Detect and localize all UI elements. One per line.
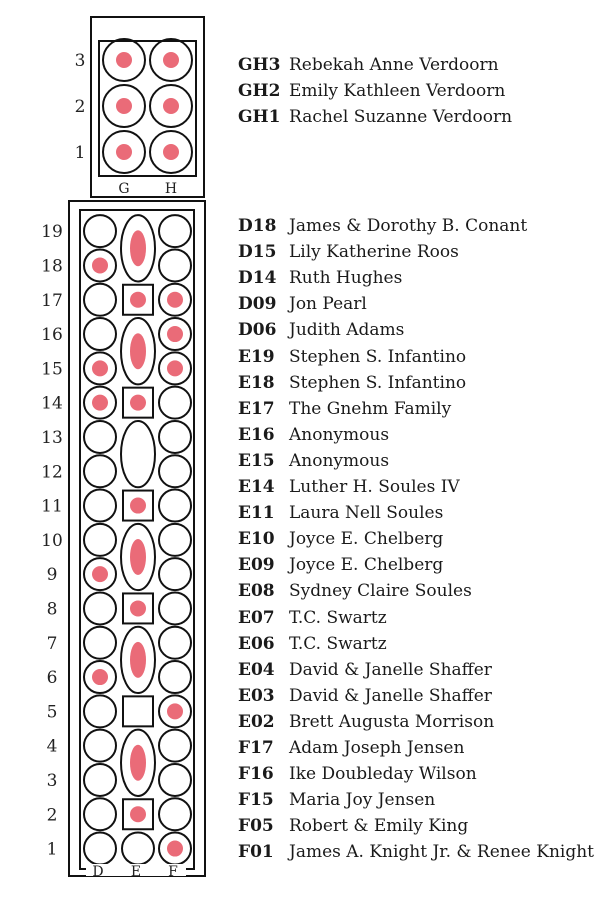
- row-label-top-1: 1: [74, 143, 86, 163]
- row-label-7: 7: [46, 633, 58, 654]
- owner-name: James A. Knight Jr. & Renee Knight: [289, 842, 594, 863]
- owner-name: Joyce E. Chelberg: [289, 529, 444, 550]
- plot-E1[interactable]: [122, 833, 154, 865]
- plot-D8[interactable]: [84, 592, 116, 624]
- list-item[interactable]: [238, 842, 594, 862]
- marker-E18-E19: [130, 230, 146, 266]
- owner-name: Ruth Hughes: [289, 268, 403, 289]
- plot-D19[interactable]: [84, 215, 116, 247]
- row-label-18: 18: [41, 256, 63, 277]
- plot-D17[interactable]: [84, 284, 116, 316]
- plot-code: GH3: [238, 55, 281, 75]
- list-item[interactable]: [238, 790, 435, 810]
- plot-code: E03: [238, 685, 275, 706]
- owner-name: Brett Augusta Morrison: [289, 711, 495, 732]
- plot-code: F05: [238, 816, 274, 837]
- plot-F13[interactable]: [159, 421, 191, 453]
- main-plots: [84, 215, 191, 864]
- plot-code: GH2: [238, 81, 281, 101]
- list-item[interactable]: [238, 425, 389, 445]
- main-block: [41, 201, 205, 880]
- owner-name: Laura Nell Soules: [289, 503, 444, 524]
- plot-D2[interactable]: [84, 798, 116, 830]
- marker-H1: [163, 144, 179, 160]
- list-item[interactable]: [238, 660, 492, 680]
- top-markers: [116, 52, 179, 160]
- plot-D7[interactable]: [84, 627, 116, 659]
- plot-code: E11: [238, 503, 275, 524]
- list-item[interactable]: [238, 816, 468, 836]
- list-item[interactable]: [238, 686, 492, 706]
- row-label-top-2: 2: [74, 97, 86, 117]
- owner-name: T.C. Swartz: [289, 633, 387, 654]
- plot-code: F16: [238, 764, 274, 785]
- list-item[interactable]: [238, 555, 443, 575]
- marker-F17: [167, 292, 183, 308]
- owner-name: Anonymous: [289, 450, 390, 471]
- owner-name: David & Janelle Shaffer: [289, 685, 492, 706]
- owner-name: Joyce E. Chelberg: [289, 555, 444, 576]
- plot-D5[interactable]: [84, 695, 116, 727]
- plot-F11[interactable]: [159, 490, 191, 522]
- owner-name: Maria Joy Jensen: [289, 790, 436, 811]
- plot-F19[interactable]: [159, 215, 191, 247]
- plot-E12-E13[interactable]: [121, 421, 155, 487]
- row-label-17: 17: [41, 290, 63, 311]
- col-label-F: F: [168, 864, 178, 880]
- list-item[interactable]: [238, 581, 472, 601]
- row-label-3: 3: [46, 770, 58, 791]
- plot-code: E06: [238, 633, 275, 654]
- owner-name: Rebekah Anne Verdoorn: [289, 55, 499, 75]
- list-item[interactable]: [238, 268, 402, 288]
- plot-code: E18: [238, 372, 275, 393]
- owner-name: Sydney Claire Soules: [289, 581, 472, 602]
- list-item[interactable]: [238, 320, 404, 340]
- marker-E2: [130, 806, 146, 822]
- plot-code: E09: [238, 555, 275, 576]
- plot-E5[interactable]: [123, 696, 153, 726]
- list-item[interactable]: [238, 764, 477, 784]
- plot-code: D15: [238, 242, 277, 263]
- row-label-4: 4: [46, 736, 58, 757]
- top-block-inner-frame: [99, 41, 196, 176]
- marker-F15: [167, 360, 183, 376]
- row-label-19: 19: [41, 222, 63, 243]
- plot-D10[interactable]: [84, 524, 116, 556]
- marker-D9: [92, 566, 108, 582]
- owner-name: Ike Doubleday Wilson: [289, 764, 477, 785]
- list-item[interactable]: [238, 55, 499, 75]
- owner-name: Anonymous: [289, 424, 390, 445]
- plot-D12[interactable]: [84, 455, 116, 487]
- plot-code: F01: [238, 842, 274, 863]
- owner-name: Rachel Suzanne Verdoorn: [289, 107, 513, 127]
- plot-D3[interactable]: [84, 764, 116, 796]
- row-label-9: 9: [46, 565, 58, 586]
- marker-E8: [130, 600, 146, 616]
- plot-code: E02: [238, 711, 275, 732]
- owner-name: James & Dorothy B. Conant: [289, 216, 528, 236]
- plot-code: D09: [238, 294, 277, 315]
- row-label-11: 11: [41, 496, 63, 517]
- list-item[interactable]: [238, 399, 451, 419]
- row-label-1: 1: [46, 839, 58, 860]
- marker-F5: [167, 703, 183, 719]
- marker-H3: [163, 52, 179, 68]
- plot-code: E08: [238, 581, 275, 602]
- row-label-10: 10: [41, 530, 63, 551]
- marker-D6: [92, 669, 108, 685]
- owner-name: Lily Katherine Roos: [289, 242, 459, 263]
- plot-D4[interactable]: [84, 730, 116, 762]
- marker-E11: [130, 498, 146, 514]
- plot-D13[interactable]: [84, 421, 116, 453]
- marker-E3-E4: [130, 745, 146, 781]
- plot-code: E14: [238, 477, 275, 497]
- plot-D16[interactable]: [84, 318, 116, 350]
- marker-H2: [163, 98, 179, 114]
- plot-code: E19: [238, 346, 275, 367]
- list-item[interactable]: [238, 608, 387, 628]
- plot-F7[interactable]: [159, 627, 191, 659]
- row-label-15: 15: [41, 359, 63, 380]
- plot-F3[interactable]: [159, 764, 191, 796]
- plot-F14[interactable]: [159, 387, 191, 419]
- owner-name: Judith Adams: [289, 320, 405, 341]
- col-label-D: D: [92, 864, 104, 880]
- col-label-G: G: [118, 181, 130, 197]
- marker-D14: [92, 395, 108, 411]
- marker-E15-E16: [130, 333, 146, 369]
- marker-G3: [116, 52, 132, 68]
- top-block: [75, 17, 204, 197]
- marker-F1: [167, 841, 183, 857]
- row-label-6: 6: [46, 668, 58, 689]
- plot-F18[interactable]: [159, 249, 191, 281]
- list-item[interactable]: [238, 347, 466, 367]
- plot-code: E07: [238, 607, 275, 628]
- owner-name: Stephen S. Infantino: [289, 372, 467, 393]
- list-item[interactable]: [238, 712, 494, 732]
- marker-E9-E10: [130, 539, 146, 575]
- list-item[interactable]: [238, 373, 466, 393]
- plot-F12[interactable]: [159, 455, 191, 487]
- marker-E6-E7: [130, 642, 146, 678]
- plot-code: F15: [238, 790, 274, 811]
- plot-F2[interactable]: [159, 798, 191, 830]
- list-item[interactable]: [238, 451, 389, 471]
- owner-name: Emily Kathleen Verdoorn: [289, 81, 506, 101]
- row-label-13: 13: [41, 427, 63, 448]
- plot-code: F17: [238, 738, 274, 758]
- plot-code: D18: [238, 216, 277, 236]
- list-item[interactable]: [238, 216, 527, 236]
- row-label-16: 16: [41, 325, 63, 346]
- top-block-outer-frame: [91, 17, 204, 197]
- plot-F4[interactable]: [159, 730, 191, 762]
- owner-name: The Gnehm Family: [289, 398, 452, 419]
- plot-F9[interactable]: [159, 558, 191, 590]
- list-item[interactable]: [238, 242, 459, 262]
- list-item[interactable]: [238, 477, 460, 497]
- plot-code: E15: [238, 450, 275, 471]
- plot-F8[interactable]: [159, 592, 191, 624]
- list-item[interactable]: [238, 503, 443, 523]
- plot-code: D14: [238, 268, 277, 289]
- owner-name: Robert & Emily King: [289, 816, 469, 837]
- list-item[interactable]: [238, 81, 505, 101]
- row-label-5: 5: [46, 702, 58, 723]
- plot-code: E17: [238, 398, 275, 419]
- list-item[interactable]: [238, 634, 387, 654]
- row-label-top-3: 3: [74, 51, 86, 71]
- plot-code: E10: [238, 529, 275, 550]
- plot-D1[interactable]: [84, 833, 116, 865]
- owner-name: Luther H. Soules IV: [289, 477, 460, 497]
- marker-F16: [167, 326, 183, 342]
- plot-code: GH1: [238, 107, 281, 127]
- plot-D11[interactable]: [84, 490, 116, 522]
- owner-name: Jon Pearl: [289, 294, 367, 315]
- list-item[interactable]: [238, 529, 443, 549]
- marker-G1: [116, 144, 132, 160]
- marker-E17: [130, 292, 146, 308]
- main-row-labels: [41, 222, 63, 859]
- owner-name: Stephen S. Infantino: [289, 346, 467, 367]
- plot-code: E16: [238, 424, 275, 445]
- marker-D18: [92, 257, 108, 273]
- marker-D15: [92, 360, 108, 376]
- plot-F6[interactable]: [159, 661, 191, 693]
- owner-name: Adam Joseph Jensen: [289, 738, 465, 758]
- row-label-12: 12: [41, 462, 63, 483]
- list-item[interactable]: [238, 294, 367, 314]
- plot-code: D06: [238, 320, 277, 341]
- plot-F10[interactable]: [159, 524, 191, 556]
- list-item[interactable]: [238, 738, 464, 758]
- col-label-H: H: [164, 181, 178, 197]
- list-item[interactable]: [238, 107, 512, 127]
- owner-name: T.C. Swartz: [289, 607, 387, 628]
- marker-G2: [116, 98, 132, 114]
- marker-E14: [130, 395, 146, 411]
- row-label-2: 2: [46, 805, 58, 826]
- plot-code: E04: [238, 659, 275, 680]
- col-label-E: E: [130, 864, 142, 880]
- row-label-14: 14: [41, 393, 63, 414]
- owner-name: David & Janelle Shaffer: [289, 659, 492, 680]
- row-label-8: 8: [46, 599, 58, 620]
